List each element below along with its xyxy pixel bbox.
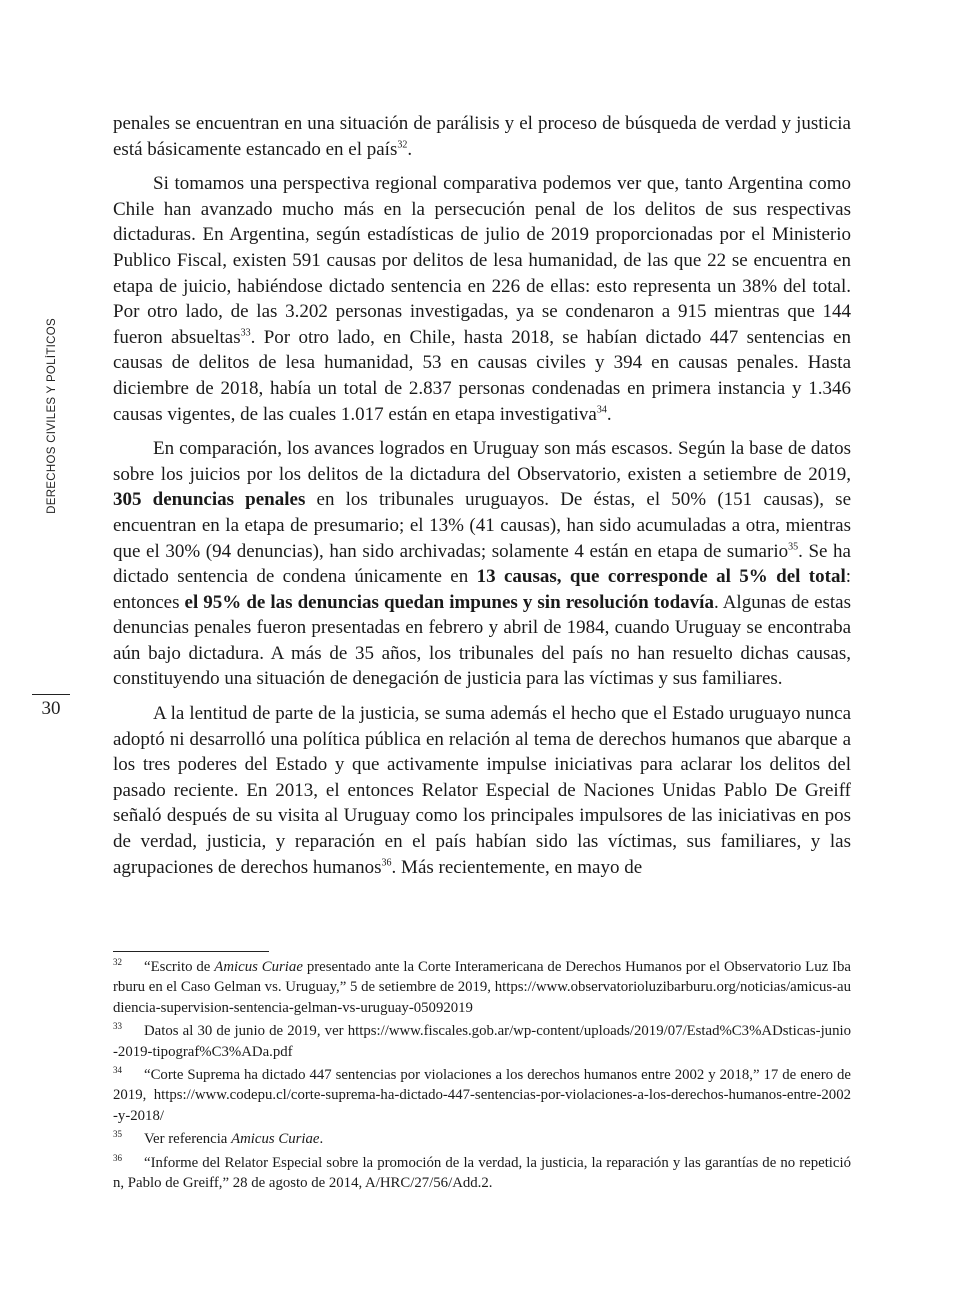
paragraph-text: . (606, 403, 612, 425)
page-number: 30 (41, 698, 61, 719)
page-number-rule (32, 694, 70, 695)
footnote-33 (113, 1021, 851, 1062)
footnote-number: 32 (113, 957, 122, 968)
paragraph-text: . Se ha dictado sentencia de condena únicamente en (113, 540, 851, 588)
paragraph-text: A la lentitud de parte de la justicia, se suma además el hecho que el Estado uruguayo nunca adoptó ni desarrolló una política pública en relación al tema de derechos humanos que abarque a los tres poderes del Estado y que activamente impulse iniciativas para aclarar los delitos del pasado reciente. En 2013, el entonces Relator Especial de Naciones Unidas Pablo De Greiff señaló después de su visita al Uruguay como los principales impulsores de las iniciativas en pos de verdad, justicia, y reparación en el país habían sido las víctimas, sus familiares, y las agrupaciones de derechos humanos (113, 703, 851, 878)
paragraph-3 (113, 436, 851, 692)
footnote-32 (113, 957, 851, 1018)
paragraph-4 (113, 701, 851, 880)
bold-emphasis: 305 denuncias penales (113, 489, 306, 511)
bold-emphasis: 13 causas, que corresponde al 5% del total (476, 566, 846, 588)
footnote-number: 34 (113, 1065, 122, 1076)
footnote-ref-33[interactable]: 33 (240, 327, 251, 339)
footnote-text: . (319, 1131, 324, 1148)
paragraph-text: . Por otro lado, en Chile, hasta 2018, se habían dictado 447 sentencias en causas de delitos de lesa humanidad, 53 en causas civiles y 394 en causas penales. Hasta diciembre de 2018, había un total de 2.837 personas condenadas en primera instancia y 1.346 causas vigentes, de las cuales 1.017 están en etapa investigativa (113, 326, 851, 425)
footnote-text: Datos al 30 de junio de 2019, ver https://www.fiscales.gob.ar/wp-content/uploads/2019/07/Estad%C3%ADsticas-junio-2019-tipograf%C3%ADa.pdf (113, 1023, 851, 1060)
footnote-ref-36[interactable]: 36 (381, 857, 392, 869)
running-section-title: DERECHOS CIVILES Y POLÍTICOS (46, 318, 58, 514)
footnote-text: Ver referencia (144, 1131, 232, 1148)
paragraph-text: . Más recientemente, en mayo de (391, 856, 643, 878)
footnote-ref-35[interactable]: 35 (788, 541, 799, 553)
paragraph-text: en los tribunales uruguayos. De éstas, el 50% (151 causas), se encuentran en la etapa de presumario; el 13% (41 causas), han sido acumuladas a otra, mientras que el 30% (94 denuncias), han sido archivadas; solamente 4 están en etapa de sumario (113, 489, 851, 562)
paragraph-text: En comparación, los avances logrados en Uruguay son más escasos. Según la base de datos sobre los juicios por los delitos de la dictadura del Observatorio, existen a setiembre de 2019, (113, 438, 851, 485)
footnote-36 (113, 1153, 851, 1194)
footnote-italic: Amicus Curiae (231, 1131, 320, 1148)
footnote-35 (113, 1129, 851, 1149)
paragraph-text: Si tomamos una perspectiva regional comparativa podemos ver que, tanto Argentina como Chile han avanzado mucho más en la persecución penal de los delitos de sus respectivas dictaduras. En Argentina, según estadísticas de julio de 2019 proporcionadas por el Ministerio Publico Fiscal, existen 591 causas por delitos de lesa humanidad, de las que 22 se encuentra en etapa de juicio, habiéndose dictado sentencia en 226 de ellas: esto representa un 38% del total. Por otro lado, de las 3.202 personas investigadas, ya se condenaron a 915 mientras que 144 fueron absueltas (113, 173, 851, 348)
paragraph-text: : entonces (113, 566, 852, 613)
footnote-text: “Informe del Relator Especial sobre la promoción de la verdad, la justicia, la reparación y las garantías de no repetición, Pablo de Greiff,” 28 de agosto de 2014, A/HRC/27/56/Add.2. (113, 1154, 851, 1192)
footnote-34 (113, 1065, 851, 1126)
footnote-number: 36 (113, 1152, 122, 1163)
footnote-text: “Escrito de (144, 959, 215, 975)
paragraph-1 (113, 111, 851, 162)
footnote-separator (113, 951, 269, 952)
footnotes (113, 957, 851, 1196)
footnote-number: 33 (113, 1021, 122, 1032)
footnote-text: presentado ante la Corte Interamericana de Derechos Humanos por el Observatorio Luz Ibarburu en el Caso Gelman vs. Uruguay,” 5 de setiembre de 2019, https://www.observatorioluzibarburu.org/noticias/amicus-audiencia-supervision-sentencia-gelman-vs-uruguay-05092019 (113, 959, 851, 1016)
paragraph-text: . (407, 138, 413, 160)
footnote-text: “Corte Suprema ha dictado 447 sentencias por violaciones a los derechos humanos entre 2002 y 2018,” 17 de enero de 2019, https://www.codepu.cl/corte-suprema-ha-dictado-447-sentencias-por-violaciones-a-los-derechos-humanos-entre-2002-y-2018/ (113, 1067, 851, 1124)
footnote-ref-32[interactable]: 32 (397, 139, 408, 151)
bold-emphasis: el 95% de las denuncias quedan impunes y sin resolución todavía (184, 591, 714, 613)
footnote-ref-34[interactable]: 34 (596, 404, 607, 416)
main-body-text (113, 111, 851, 889)
footnote-italic: Amicus Curiae (214, 959, 303, 975)
footnote-number: 35 (113, 1129, 122, 1140)
paragraph-2 (113, 171, 851, 427)
paragraph-text: . Algunas de estas denuncias penales fueron presentadas en febrero y abril de 1984, cuando Uruguay se encontraba aún bajo dictadura. A más de 35 años, los tribunales del país no han resuelto dichas causas, constituyendo una situación de denegación de justicia para las víctimas y sus familiares. (113, 591, 851, 690)
paragraph-text: penales se encuentran en una situación de parálisis y el proceso de búsqueda de verdad y justicia está básicamente estancado en el país (113, 113, 851, 160)
